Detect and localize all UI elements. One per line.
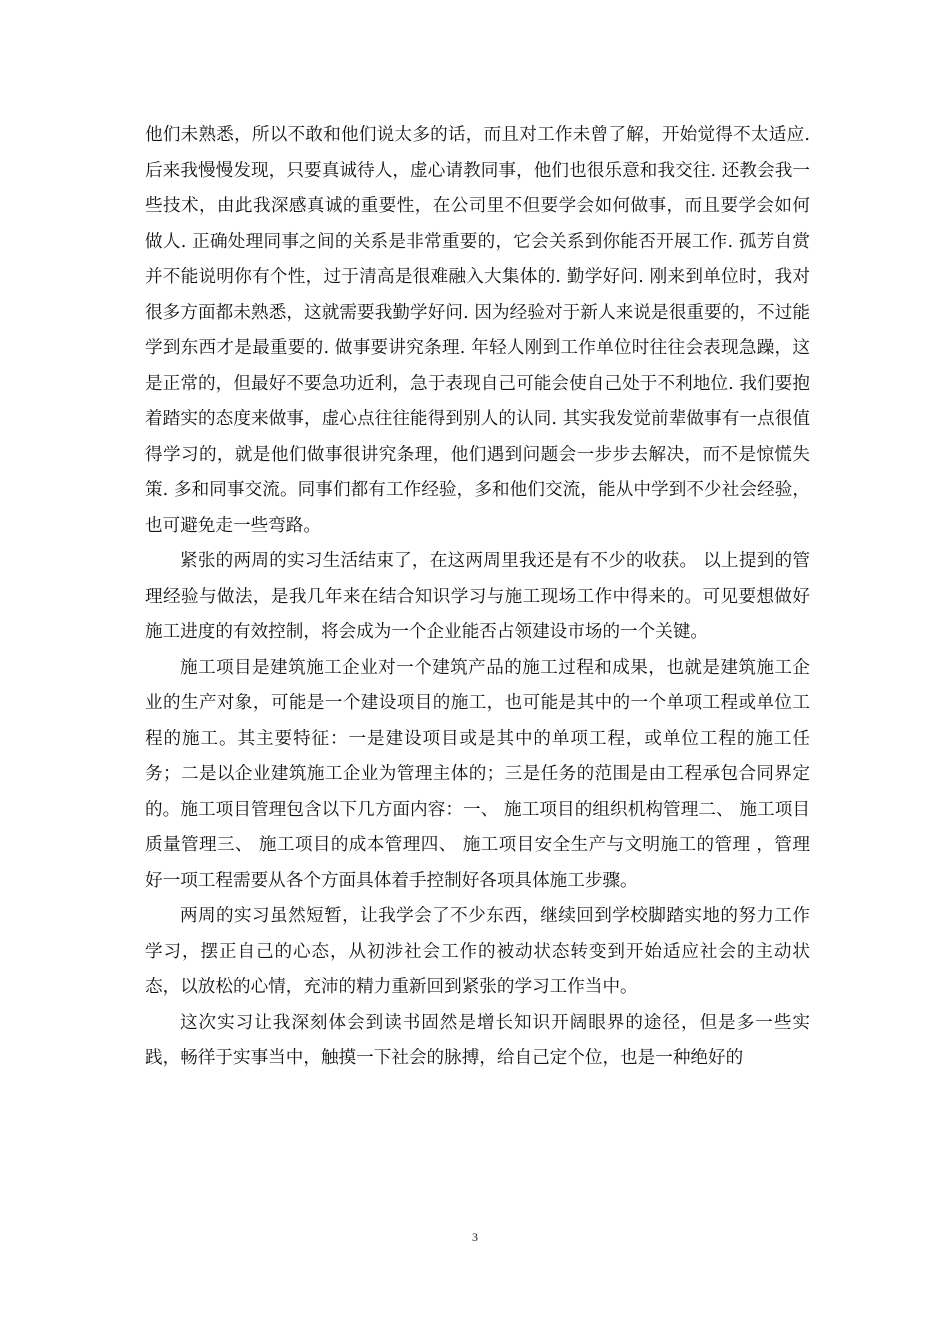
document-body bbox=[145, 118, 810, 1077]
paragraph-internship-summary: 紧张的两周的实习生活结束了，在这两周里我还是有不少的收获。 以上提到的管理经验与做法，是我几年来在结合知识学习与施工现场工作中得来的。可见要想做好施工进度的有效控制，将会成为一个企业能否占领建设市场的一个关键。 bbox=[145, 551, 810, 642]
paragraph-continuation: 他们未熟悉，所以不敢和他们说太多的话，而且对工作未曾了解，开始觉得不太适应. 后来我慢慢发现，只要真诚待人，虚心请教同事，他们也很乐意和我交往. 还教会我一些技术，由此我深感真诚的重要性，在公司里不但要学会如何做事，而且要学会如何做人. 正确处理同事之间的关系是非常重要的，它会关系到你能否开展工作. 孤芳自赏并不能说明你有个性，过于清高是很难融入大集体的. 勤学好问. 刚来到单位时，我对很多方面都未熟悉，这就需要我勤学好问. 因为经验对于新人来说是很重要的，不过能学到东西才是最重要的. 做事要讲究条理. 年轻人刚到工作单位时往往会表现急躁，这是正常的，但最好不要急功近利，急于表现自己可能会使自己处于不利地位. 我们要抱着踏实的态度来做事，虚心点往往能得到别人的认同. 其实我发觉前辈做事有一点很值得学习的，就是他们做事很讲究条理，他们遇到问题会一步步去解决，而不是惊慌失策. 多和同事交流。同事们都有工作经验，多和他们交流，能从中学到不少社会经验，也可避免走一些弯路。 bbox=[145, 125, 810, 536]
paragraph-internship-reflection: 两周的实习虽然短暂，让我学会了不少东西，继续回到学校脚踏实地的努力工作学习，摆正自己的心态，从初涉社会工作的被动状态转变到开始适应社会的主动状态，以放松的心情，充沛的精力重新回到紧张的学习工作当中。 bbox=[145, 906, 810, 997]
paragraph-practice-value: 这次实习让我深刻体会到读书固然是增长知识开阔眼界的途径，但是多一些实践，畅徉于实事当中，触摸一下社会的脉搏，给自己定个位，也是一种绝好的 bbox=[145, 1012, 810, 1068]
page-number: 3 bbox=[472, 1230, 478, 1244]
paragraph-construction-project: 施工项目是建筑施工企业对一个建筑产品的施工过程和成果，也就是建筑施工企业的生产对象，可能是一个建设项目的施工，也可能是其中的一个单项工程或单位工程的施工。其主要特征：一是建设项目或是其中的单项工程，或单位工程的施工任务；二是以企业建筑施工企业为管理主体的；三是任务的范围是由工程承包合同界定的。施工项目管理包含以下几方面内容：一、 施工项目的组织机构管理二、 施工项目质量管理三、 施工项目的成本管理四、 施工项目安全生产与文明施工的管理 ，管理好一项工程需要从各个方面具体着手控制好各项具体施工步骤。 bbox=[145, 657, 810, 891]
